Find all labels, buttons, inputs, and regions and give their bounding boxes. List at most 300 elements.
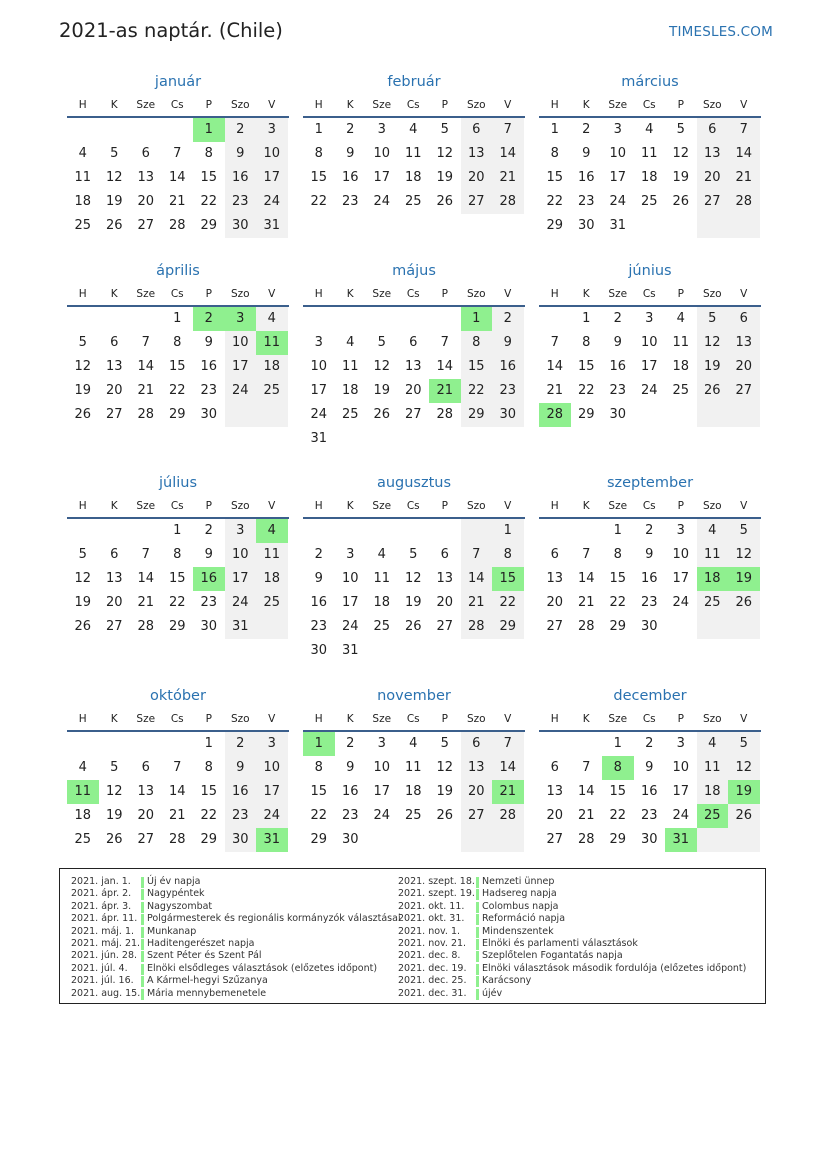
legend-date: 2021. dec. 31. (398, 987, 467, 999)
day-cell: 9 (346, 146, 355, 161)
weekday-label: H (550, 713, 559, 725)
day-cell: 20 (137, 194, 155, 209)
day-cell: 3 (225, 519, 257, 543)
month-title: augusztus (376, 475, 452, 491)
weekday-label: P (677, 288, 684, 300)
day-cell: 30 (640, 619, 658, 634)
holiday-day-cell: 19 (728, 567, 760, 591)
weekday-label: Sze (608, 99, 628, 111)
holiday-day-cell: 3 (225, 307, 257, 331)
weekday-label: Szo (230, 713, 250, 725)
day-cell: 18 (74, 808, 92, 823)
month-szeptember (539, 472, 761, 663)
weekday-label: Sze (372, 500, 392, 512)
day-cell: 19 (404, 595, 422, 610)
day-cell: 28 (461, 615, 493, 639)
day-cell: 16 (609, 359, 627, 374)
day-cell: 25 (404, 808, 422, 823)
day-cell: 18 (341, 383, 359, 398)
day-cell: 3 (676, 736, 685, 751)
weekday-label: K (110, 288, 118, 300)
weekday-label: H (550, 288, 559, 300)
day-cell: 26 (672, 194, 690, 209)
legend-marker (476, 939, 479, 950)
day-cell: 6 (141, 760, 150, 775)
weekday-label: P (677, 500, 684, 512)
page-title: 2021-as naptár. (Chile) (59, 19, 283, 42)
day-cell: 2 (645, 736, 654, 751)
brand-link[interactable]: TIMESLES.COM (669, 24, 773, 40)
legend-date: 2021. okt. 31. (398, 913, 465, 925)
day-cell: 12 (728, 543, 760, 567)
day-cell: 24 (672, 595, 690, 610)
day-cell: 1 (613, 736, 622, 751)
day-cell: 15 (461, 355, 493, 379)
weekday-label: V (268, 99, 276, 111)
month-június (539, 260, 761, 451)
day-cell: 18 (640, 170, 658, 185)
day-cell: 16 (640, 571, 658, 586)
legend-name: Elnöki és parlamenti választások (482, 937, 638, 949)
legend-name: Elnöki elsődleges választások (előzetes időpont) (147, 962, 378, 974)
holiday-day-cell: 21 (429, 379, 461, 403)
weekend-empty-cell (225, 403, 257, 427)
day-cell: 13 (105, 359, 123, 374)
day-cell: 16 (310, 595, 328, 610)
day-cell: 14 (137, 571, 155, 586)
day-cell: 30 (640, 832, 658, 847)
weekday-label: Cs (406, 288, 420, 300)
legend-date: 2021. dec. 25. (398, 975, 467, 987)
day-cell: 27 (137, 832, 155, 847)
weekday-header (67, 282, 289, 306)
legend-date: 2021. nov. 1. (398, 925, 461, 937)
day-cell: 22 (609, 808, 627, 823)
day-cell: 30 (609, 407, 627, 422)
day-cell: 17 (256, 780, 288, 804)
legend-date: 2021. jún. 28. (71, 950, 138, 962)
day-cell: 3 (377, 736, 386, 751)
day-cell: 8 (550, 146, 559, 161)
day-cell: 12 (74, 571, 92, 586)
weekday-label: Sze (136, 288, 156, 300)
day-cell: 1 (204, 736, 213, 751)
day-cell: 4 (78, 760, 87, 775)
day-cell: 28 (492, 190, 524, 214)
day-cell: 15 (168, 571, 186, 586)
day-cell: 6 (409, 335, 418, 350)
weekday-label: V (268, 288, 276, 300)
weekday-header (303, 93, 525, 117)
day-cell: 20 (137, 808, 155, 823)
day-cell: 5 (78, 335, 87, 350)
legend-date: 2021. máj. 1. (71, 925, 135, 937)
day-cell: 4 (78, 146, 87, 161)
day-cell: 16 (225, 780, 257, 804)
day-cell: 14 (492, 142, 524, 166)
month-title: december (613, 688, 687, 704)
day-cell: 30 (341, 832, 359, 847)
day-grid (67, 118, 289, 262)
legend-date: 2021. dec. 8. (398, 950, 461, 962)
weekday-label: P (677, 99, 684, 111)
weekend-empty-cell (697, 828, 729, 852)
day-cell: 2 (645, 523, 654, 538)
day-cell: 17 (672, 784, 690, 799)
day-cell: 13 (436, 571, 454, 586)
holiday-day-cell: 1 (193, 118, 225, 142)
legend-marker (141, 927, 144, 938)
day-cell: 3 (256, 732, 288, 756)
legend-name: Reformáció napja (482, 913, 566, 925)
day-cell: 15 (200, 170, 218, 185)
day-cell: 24 (225, 591, 257, 615)
weekday-label: K (110, 99, 118, 111)
day-cell: 4 (676, 311, 685, 326)
day-cell: 22 (577, 383, 595, 398)
month-július (67, 472, 289, 663)
day-grid (303, 307, 525, 451)
weekday-label: Szo (702, 288, 722, 300)
weekday-label: K (346, 288, 354, 300)
day-cell: 9 (645, 547, 654, 562)
legend-name: Nagyszombat (147, 900, 213, 912)
day-cell: 17 (373, 170, 391, 185)
day-cell: 23 (200, 383, 218, 398)
day-cell: 26 (105, 832, 123, 847)
month-title: március (621, 74, 679, 90)
legend-name: Szeplőtelen Fogantatás napja (482, 950, 623, 962)
day-cell: 24 (256, 804, 288, 828)
day-cell: 26 (728, 804, 760, 828)
weekday-header (539, 93, 761, 117)
day-cell: 11 (404, 146, 422, 161)
holiday-day-cell: 31 (256, 828, 288, 852)
day-cell: 21 (492, 166, 524, 190)
day-cell: 23 (640, 808, 658, 823)
day-cell: 20 (105, 595, 123, 610)
day-cell: 17 (310, 383, 328, 398)
weekday-label: Sze (372, 713, 392, 725)
day-cell: 27 (728, 379, 760, 403)
month-április (67, 260, 289, 451)
day-cell: 13 (137, 784, 155, 799)
weekday-label: V (740, 713, 748, 725)
day-cell: 4 (697, 732, 729, 756)
legend-name: Nagypéntek (147, 888, 205, 900)
month-május (303, 260, 525, 451)
day-cell: 29 (492, 615, 524, 639)
legend-name: Munkanap (147, 925, 197, 937)
day-cell: 3 (613, 122, 622, 137)
day-cell: 29 (200, 832, 218, 847)
day-cell: 28 (577, 619, 595, 634)
day-cell: 10 (310, 359, 328, 374)
day-cell: 22 (461, 379, 493, 403)
weekday-header (303, 282, 525, 306)
day-grid (67, 307, 289, 451)
weekend-empty-cell (697, 403, 729, 427)
day-cell: 15 (310, 170, 328, 185)
weekday-label: Sze (608, 713, 628, 725)
day-cell: 26 (404, 619, 422, 634)
day-cell: 14 (461, 567, 493, 591)
day-cell: 12 (697, 331, 729, 355)
day-grid (539, 118, 761, 262)
day-cell: 18 (404, 170, 422, 185)
day-cell: 6 (141, 146, 150, 161)
day-cell: 19 (74, 595, 92, 610)
holiday-day-cell: 19 (728, 780, 760, 804)
day-cell: 4 (377, 547, 386, 562)
day-cell: 18 (74, 194, 92, 209)
day-cell: 5 (78, 547, 87, 562)
day-cell: 27 (546, 832, 564, 847)
holiday-day-cell: 4 (256, 519, 288, 543)
weekday-header (539, 282, 761, 306)
holiday-day-cell: 1 (303, 732, 335, 756)
day-cell: 5 (409, 547, 418, 562)
day-cell: 6 (697, 118, 729, 142)
legend-marker (476, 989, 479, 1000)
day-cell: 24 (310, 407, 328, 422)
day-cell: 8 (204, 146, 213, 161)
day-cell: 24 (341, 619, 359, 634)
day-cell: 14 (137, 359, 155, 374)
weekday-label: Cs (642, 99, 656, 111)
day-cell: 21 (168, 194, 186, 209)
day-cell: 2 (225, 732, 257, 756)
legend-marker (476, 927, 479, 938)
holiday-day-cell: 11 (256, 331, 288, 355)
legend-date: 2021. nov. 21. (398, 937, 467, 949)
day-cell: 12 (105, 170, 123, 185)
weekday-label: Sze (372, 288, 392, 300)
day-cell: 7 (492, 732, 524, 756)
day-cell: 11 (74, 170, 92, 185)
day-cell: 28 (168, 832, 186, 847)
legend-name: Polgármesterek és regionális kormányzók választásai (147, 913, 401, 925)
weekday-label: Szo (702, 500, 722, 512)
day-cell: 11 (256, 543, 288, 567)
day-grid (303, 118, 525, 262)
day-cell: 11 (640, 146, 658, 161)
day-cell: 8 (613, 547, 622, 562)
weekday-label: P (441, 713, 448, 725)
weekday-label: Szo (466, 500, 486, 512)
legend-name: Hadsereg napja (482, 888, 557, 900)
day-cell: 4 (346, 335, 355, 350)
day-cell: 5 (728, 732, 760, 756)
legend-marker (476, 914, 479, 925)
day-cell: 11 (697, 756, 729, 780)
day-cell: 5 (110, 760, 119, 775)
day-cell: 14 (728, 142, 760, 166)
weekday-label: P (441, 500, 448, 512)
day-cell: 14 (436, 359, 454, 374)
day-cell: 10 (672, 547, 690, 562)
day-cell: 2 (582, 122, 591, 137)
day-cell: 27 (461, 190, 493, 214)
day-cell: 24 (256, 190, 288, 214)
day-cell: 20 (436, 595, 454, 610)
day-cell: 29 (546, 218, 564, 233)
holiday-day-cell: 18 (697, 567, 729, 591)
legend-name: Elnöki választások második fordulója (előzetes időpont) (482, 962, 747, 974)
day-cell: 25 (697, 591, 729, 615)
weekday-label: Cs (406, 99, 420, 111)
weekday-label: Sze (136, 500, 156, 512)
day-cell: 28 (137, 407, 155, 422)
day-cell: 21 (577, 808, 595, 823)
weekday-label: Sze (608, 500, 628, 512)
day-cell: 8 (173, 335, 182, 350)
day-cell: 6 (110, 547, 119, 562)
day-cell: 9 (492, 331, 524, 355)
day-cell: 29 (609, 619, 627, 634)
day-cell: 13 (105, 571, 123, 586)
day-cell: 22 (310, 808, 328, 823)
day-cell: 23 (577, 194, 595, 209)
day-cell: 23 (200, 595, 218, 610)
legend-marker (141, 889, 144, 900)
day-cell: 4 (645, 122, 654, 137)
day-cell: 7 (728, 118, 760, 142)
day-grid (539, 519, 761, 663)
holiday-day-cell: 21 (492, 780, 524, 804)
weekday-label: H (78, 500, 87, 512)
day-cell: 7 (173, 146, 182, 161)
weekday-label: Szo (230, 99, 250, 111)
weekday-label: H (314, 713, 323, 725)
day-cell: 21 (728, 166, 760, 190)
weekday-label: Cs (170, 288, 184, 300)
day-cell: 19 (74, 383, 92, 398)
day-cell: 12 (436, 760, 454, 775)
legend-marker (141, 989, 144, 1000)
weekday-label: H (78, 713, 87, 725)
legend-date: 2021. szept. 19. (398, 888, 475, 900)
weekday-label: Cs (642, 288, 656, 300)
day-cell: 9 (582, 146, 591, 161)
day-cell: 7 (461, 543, 493, 567)
day-cell: 23 (341, 194, 359, 209)
day-cell: 13 (404, 359, 422, 374)
day-cell: 12 (672, 146, 690, 161)
legend-date: 2021. júl. 4. (71, 962, 128, 974)
day-cell: 25 (672, 383, 690, 398)
day-cell: 14 (577, 784, 595, 799)
weekday-header (67, 707, 289, 731)
day-cell: 16 (640, 784, 658, 799)
day-cell: 16 (492, 355, 524, 379)
day-cell: 19 (697, 355, 729, 379)
day-cell: 28 (168, 218, 186, 233)
day-cell: 9 (204, 547, 213, 562)
day-cell: 11 (341, 359, 359, 374)
weekday-label: Cs (642, 500, 656, 512)
day-cell: 6 (550, 760, 559, 775)
day-cell: 30 (492, 403, 524, 427)
day-cell: 20 (404, 383, 422, 398)
weekday-label: Szo (466, 288, 486, 300)
legend-date: 2021. júl. 16. (71, 975, 134, 987)
day-cell: 5 (676, 122, 685, 137)
weekday-header (67, 494, 289, 518)
day-cell: 11 (672, 335, 690, 350)
weekday-label: Szo (230, 288, 250, 300)
day-cell: 10 (225, 543, 257, 567)
day-cell: 27 (697, 190, 729, 214)
day-cell: 9 (645, 760, 654, 775)
day-cell: 22 (492, 591, 524, 615)
day-cell: 3 (314, 335, 323, 350)
day-cell: 5 (440, 736, 449, 751)
day-cell: 31 (341, 643, 359, 658)
month-title: június (628, 263, 672, 279)
month-title: július (158, 475, 198, 491)
day-cell: 1 (173, 523, 182, 538)
day-cell: 8 (314, 760, 323, 775)
day-cell: 12 (728, 756, 760, 780)
day-cell: 6 (461, 118, 493, 142)
day-cell: 27 (461, 804, 493, 828)
day-cell: 29 (609, 832, 627, 847)
weekday-label: Sze (136, 713, 156, 725)
day-cell: 18 (256, 567, 288, 591)
day-cell: 10 (341, 571, 359, 586)
holiday-day-cell: 11 (67, 780, 99, 804)
day-cell: 30 (200, 619, 218, 634)
day-cell: 6 (728, 307, 760, 331)
day-cell: 13 (546, 784, 564, 799)
weekday-header (303, 707, 525, 731)
day-cell: 9 (225, 756, 257, 780)
weekday-label: Sze (372, 99, 392, 111)
day-cell: 25 (341, 407, 359, 422)
day-cell: 15 (546, 170, 564, 185)
day-cell: 17 (341, 595, 359, 610)
month-október (67, 685, 289, 876)
day-cell: 14 (492, 756, 524, 780)
day-cell: 16 (577, 170, 595, 185)
day-cell: 1 (550, 122, 559, 137)
legend-marker (141, 877, 144, 888)
day-cell: 8 (492, 543, 524, 567)
day-cell: 5 (697, 307, 729, 331)
legend-marker (476, 976, 479, 987)
weekday-label: P (677, 713, 684, 725)
day-cell: 17 (225, 355, 257, 379)
weekday-label: V (740, 500, 748, 512)
day-cell: 7 (492, 118, 524, 142)
day-cell: 9 (314, 571, 323, 586)
weekday-label: P (441, 288, 448, 300)
weekend-empty-cell (256, 615, 288, 639)
day-cell: 3 (256, 118, 288, 142)
holiday-legend (59, 868, 766, 1004)
day-cell: 19 (105, 808, 123, 823)
legend-marker (476, 877, 479, 888)
day-cell: 2 (492, 307, 524, 331)
legend-marker (476, 902, 479, 913)
legend-date: 2021. ápr. 11. (71, 913, 138, 925)
day-cell: 10 (373, 146, 391, 161)
day-cell: 26 (373, 407, 391, 422)
day-cell: 16 (341, 784, 359, 799)
day-grid (67, 519, 289, 663)
legend-marker (141, 951, 144, 962)
